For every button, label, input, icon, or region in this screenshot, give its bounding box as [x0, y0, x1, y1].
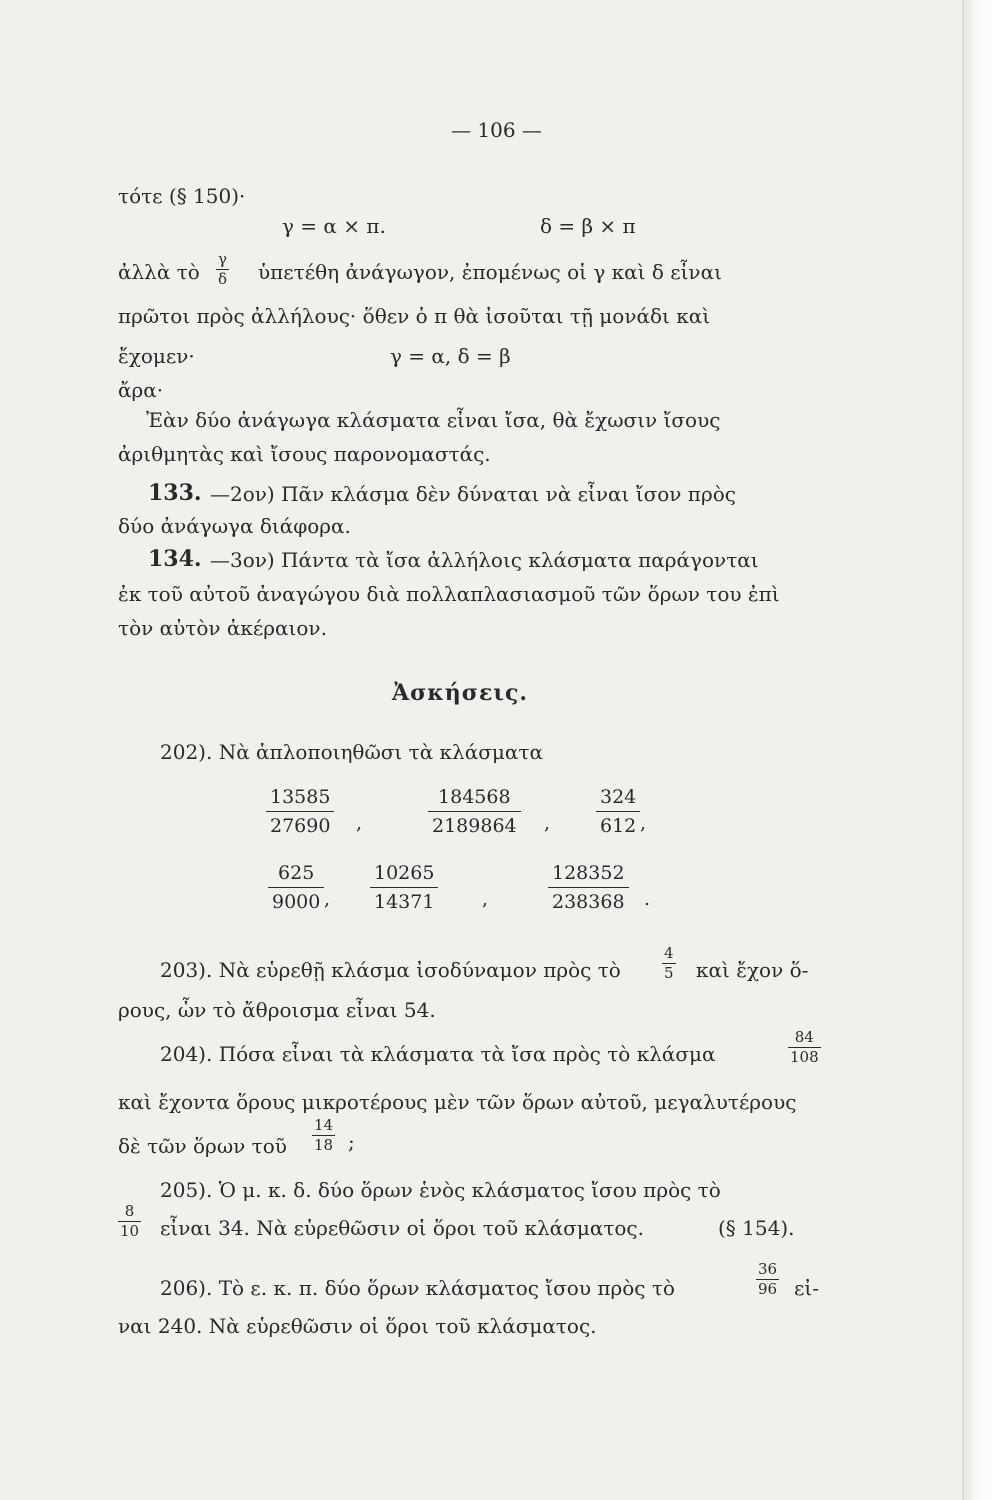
fraction: [370, 864, 438, 912]
text-line: ἐκ τοῦ αὐτοῦ ἀναγώγου διὰ πολλαπλασιασμοῦ τῶν ὅρων του ἐπὶ: [118, 582, 780, 606]
exercise-text: εἰ-: [794, 1276, 819, 1300]
exercise-text: ;: [348, 1130, 355, 1154]
equation: δ = β × π: [540, 214, 636, 238]
fraction-numerator: 128352: [552, 862, 625, 884]
equation: γ = α, δ = β: [390, 344, 511, 368]
fraction-denominator: 10: [120, 1222, 140, 1240]
exercise-text: καὶ ἔχοντα ὅρους μικροτέρους μὲν τῶν ὅρων αὐτοῦ, μεγαλυτέρους: [118, 1090, 797, 1114]
exercise-text: 206). Τὸ ε. κ. π. δύο ὅρων κλάσματος ἴσου πρὸς τὸ: [160, 1276, 675, 1300]
separator: .: [644, 888, 651, 910]
fraction-denominator: 18: [314, 1136, 334, 1154]
fraction: [548, 864, 629, 912]
separator: ,: [324, 888, 331, 910]
fraction-denominator: 14371: [370, 887, 438, 912]
fraction-denominator: 9000: [268, 887, 324, 912]
fraction-numerator: 13585: [270, 786, 331, 808]
fraction: [596, 788, 640, 836]
text-line: τὸν αὐτὸν ἀκέραιον.: [118, 616, 327, 640]
text-line: ὑπετέθη ἀνάγωγον, ἐπομένως οἱ γ καὶ δ εἶναι: [258, 260, 722, 284]
fraction-numerator: 625: [278, 862, 315, 884]
exercise-text: 202). Νὰ ἁπλοποιηθῶσι τὰ κλάσματα: [160, 740, 543, 764]
fraction-numerator: 84: [794, 1028, 814, 1046]
separator: ,: [640, 812, 647, 834]
text-line: ἄρα·: [118, 378, 164, 402]
text-line: δύο ἀνάγωγα διάφορα.: [118, 514, 351, 538]
fraction-numerator: 8: [124, 1202, 135, 1220]
fraction-numerator: 10265: [374, 862, 435, 884]
fraction: [788, 1030, 821, 1065]
fraction-denominator: 238368: [548, 887, 629, 912]
fraction-numerator: γ: [218, 250, 227, 268]
exercise-text: 204). Πόσα εἶναι τὰ κλάσματα τὰ ἴσα πρὸς τὸ κλάσμα: [160, 1042, 716, 1066]
exercise-text: εἶναι 34. Νὰ εὑρεθῶσιν οἱ ὅροι τοῦ κλάσματος.: [160, 1216, 644, 1240]
fraction-numerator: 184568: [438, 786, 511, 808]
fraction: [266, 788, 334, 836]
text-line: ἔχομεν·: [118, 344, 195, 368]
fraction: [118, 1204, 141, 1239]
fraction: [662, 946, 676, 981]
text-line: —3ον) Πάντα τὰ ἴσα ἀλλήλοις κλάσματα παράγονται: [210, 548, 759, 572]
fraction-denominator: 96: [758, 1280, 778, 1298]
text-line: τότε (§ 150)·: [118, 184, 246, 208]
exercise-text: καὶ ἔχον ὅ-: [696, 958, 809, 982]
section-number: 134.: [148, 546, 202, 572]
fraction-numerator: 36: [758, 1260, 778, 1278]
text-line: ἀριθμητὰς καὶ ἴσους παρονομαστάς.: [118, 442, 491, 466]
exercise-text: ναι 240. Νὰ εὑρεθῶσιν οἱ ὅροι τοῦ κλάσματος.: [118, 1314, 597, 1338]
text-line: ἀλλὰ τὸ: [118, 260, 200, 284]
page-number: — 106 —: [451, 118, 542, 142]
exercise-text: ρους, ὧν τὸ ἄθροισμα εἶναι 54.: [118, 998, 436, 1022]
exercise-text: (§ 154).: [718, 1216, 795, 1240]
separator: ,: [544, 812, 551, 834]
separator: ,: [482, 888, 489, 910]
fraction-numerator: 14: [314, 1116, 334, 1134]
page-edge: [962, 0, 993, 1500]
text-line: Ἐὰν δύο ἀνάγωγα κλάσματα εἶναι ἴσα, θὰ ἔχωσιν ἴσους: [146, 408, 721, 432]
fraction-denominator: 612: [596, 811, 640, 836]
exercise-text: δὲ τῶν ὅρων τοῦ: [118, 1134, 287, 1158]
fraction: [428, 788, 521, 836]
section-heading: Ἀσκήσεις.: [392, 680, 529, 706]
text-line: πρῶτοι πρὸς ἀλλήλους· ὅθεν ὁ π θὰ ἰσοῦται τῇ μονάδι καὶ: [118, 304, 711, 328]
fraction: [756, 1262, 779, 1297]
fraction-numerator: 324: [600, 786, 637, 808]
text-line: —2ον) Πᾶν κλάσμα δὲν δύναται νὰ εἶναι ἴσον πρὸς: [210, 482, 736, 506]
fraction-denominator: 108: [790, 1048, 819, 1066]
fraction: [312, 1118, 335, 1153]
fraction-denominator: 2189864: [428, 811, 521, 836]
exercise-text: 203). Νὰ εὑρεθῇ κλάσμα ἰσοδύναμον πρὸς τὸ: [160, 958, 621, 982]
fraction-numerator: 4: [664, 944, 674, 962]
fraction: [216, 252, 229, 287]
exercise-text: 205). Ὁ μ. κ. δ. δύο ὅρων ἑνὸς κλάσματος ἴσου πρὸς τὸ: [160, 1178, 721, 1202]
equation: γ = α × π.: [282, 214, 386, 238]
section-number: 133.: [148, 480, 202, 506]
fraction: [268, 864, 324, 912]
fraction-denominator: 27690: [266, 811, 334, 836]
fraction-denominator: 5: [664, 964, 674, 982]
fraction-denominator: δ: [218, 270, 228, 288]
separator: ,: [356, 812, 363, 834]
